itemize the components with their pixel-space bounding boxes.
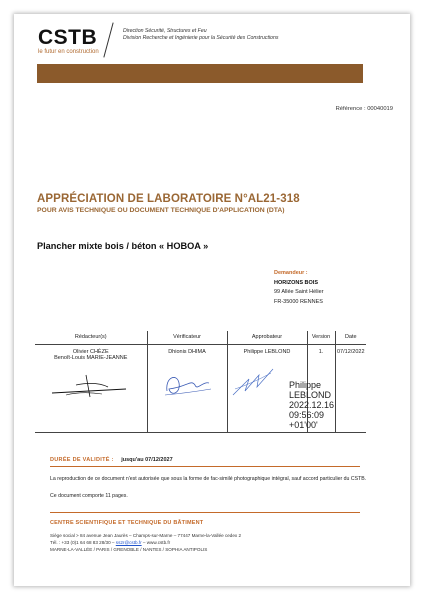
legal-notice: La reproduction de ce document n'est autorisée que sous la forme de fac-similé photographique intégral, sauf accord particulier du CSTB. [50,476,367,482]
cell-version: 1. [307,345,335,433]
footer-title: CENTRE SCIENTIFIQUE ET TECHNIQUE DU BÂTIMENT [50,520,204,526]
digital-signature [289,380,334,430]
footer-address-block [50,532,241,553]
digital-signature-line-4: 09:56:09 [289,410,325,420]
footer-address: Siège social > 84 avenue Jean Jaurès – Champs-sur-Marne – 77447 Marne-la-Vallée cedex 2 [50,533,242,538]
requester-address-1: 99 Allée Saint Hélier [274,289,324,295]
header-color-band [37,64,363,83]
document-title: APPRÉCIATION DE LABORATOIRE N°AL21-318 [37,193,300,205]
digital-signature-line-3: 2022.12.16 [289,400,335,410]
footer-email-link[interactable]: ss2r@cstb.fr [115,540,142,545]
header-redacteur: Rédacteur(s) [35,331,147,345]
footer-contact-suffix: – www.cstb.fr [141,540,171,545]
verificateur-signature [157,367,217,401]
redacteur-signature [46,367,136,401]
validity-line [50,457,173,463]
validity-value: jusqu'au 07/12/2027 [121,457,173,463]
org-line-1: Direction Sécurité, Structures et Feu [123,28,207,34]
header-date: Date [335,331,366,345]
approbateur-signature [229,361,279,401]
reference-number: Référence : 00040019 [335,106,393,112]
header-verificateur: Vérificateur [147,331,227,345]
validity-divider [50,466,360,467]
validity-label: DURÉE DE VALIDITÉ : [50,457,114,463]
redacteur-name-1: Olivier CHÈZE [72,349,109,355]
requester-label: Demandeur : [274,270,308,276]
cell-redacteur [35,345,147,433]
header-approbateur: Approbateur [227,331,307,345]
org-line-2: Division Recherche et Ingénierie pour la Sécurité des Constructions [123,35,279,41]
redacteur-name-2: Benoît-Louis MARIE-JEANNE [54,355,128,361]
page-count: Ce document comporte 11 pages. [50,493,128,499]
digital-signature-line-1: Philippe [289,380,322,390]
logo-text: CSTB [38,26,98,49]
requester-name: HORIZONS BOIS [274,279,319,286]
signature-table-header [35,331,366,345]
footer-divider [50,512,360,513]
verificateur-name: Dhionis DHIMA [168,349,206,355]
footer-contact-prefix: Tél. : +33 (0)1 64 68 83 28/30 – [50,540,116,545]
cell-date: 07/12/2022 [335,345,366,433]
approbateur-name: Philippe LEBLOND [243,349,291,355]
organization-block [123,28,278,42]
cstb-logo [38,27,99,56]
document-page [14,14,410,586]
requester-block [274,269,324,307]
requester-address-2: FR-35000 RENNES [274,298,323,305]
cell-verificateur [147,345,227,433]
footer-sites: MARNE-LA-VALLÉE / PARIS / GRENOBLE / NANTES / SOPHIA ANTIPOLIS [50,547,208,552]
footer-contact [50,539,241,546]
logo-tagline: le futur en construction [38,49,99,55]
header-version: Version [307,331,335,345]
digital-signature-line-5: +01'00' [289,420,318,430]
digital-signature-line-2: LEBLOND [289,390,332,400]
product-name: Plancher mixte bois / béton « HOBOA » [37,241,209,251]
document-subtitle: POUR AVIS TECHNIQUE OU DOCUMENT TECHNIQUE D'APPLICATION (DTA) [37,207,285,214]
